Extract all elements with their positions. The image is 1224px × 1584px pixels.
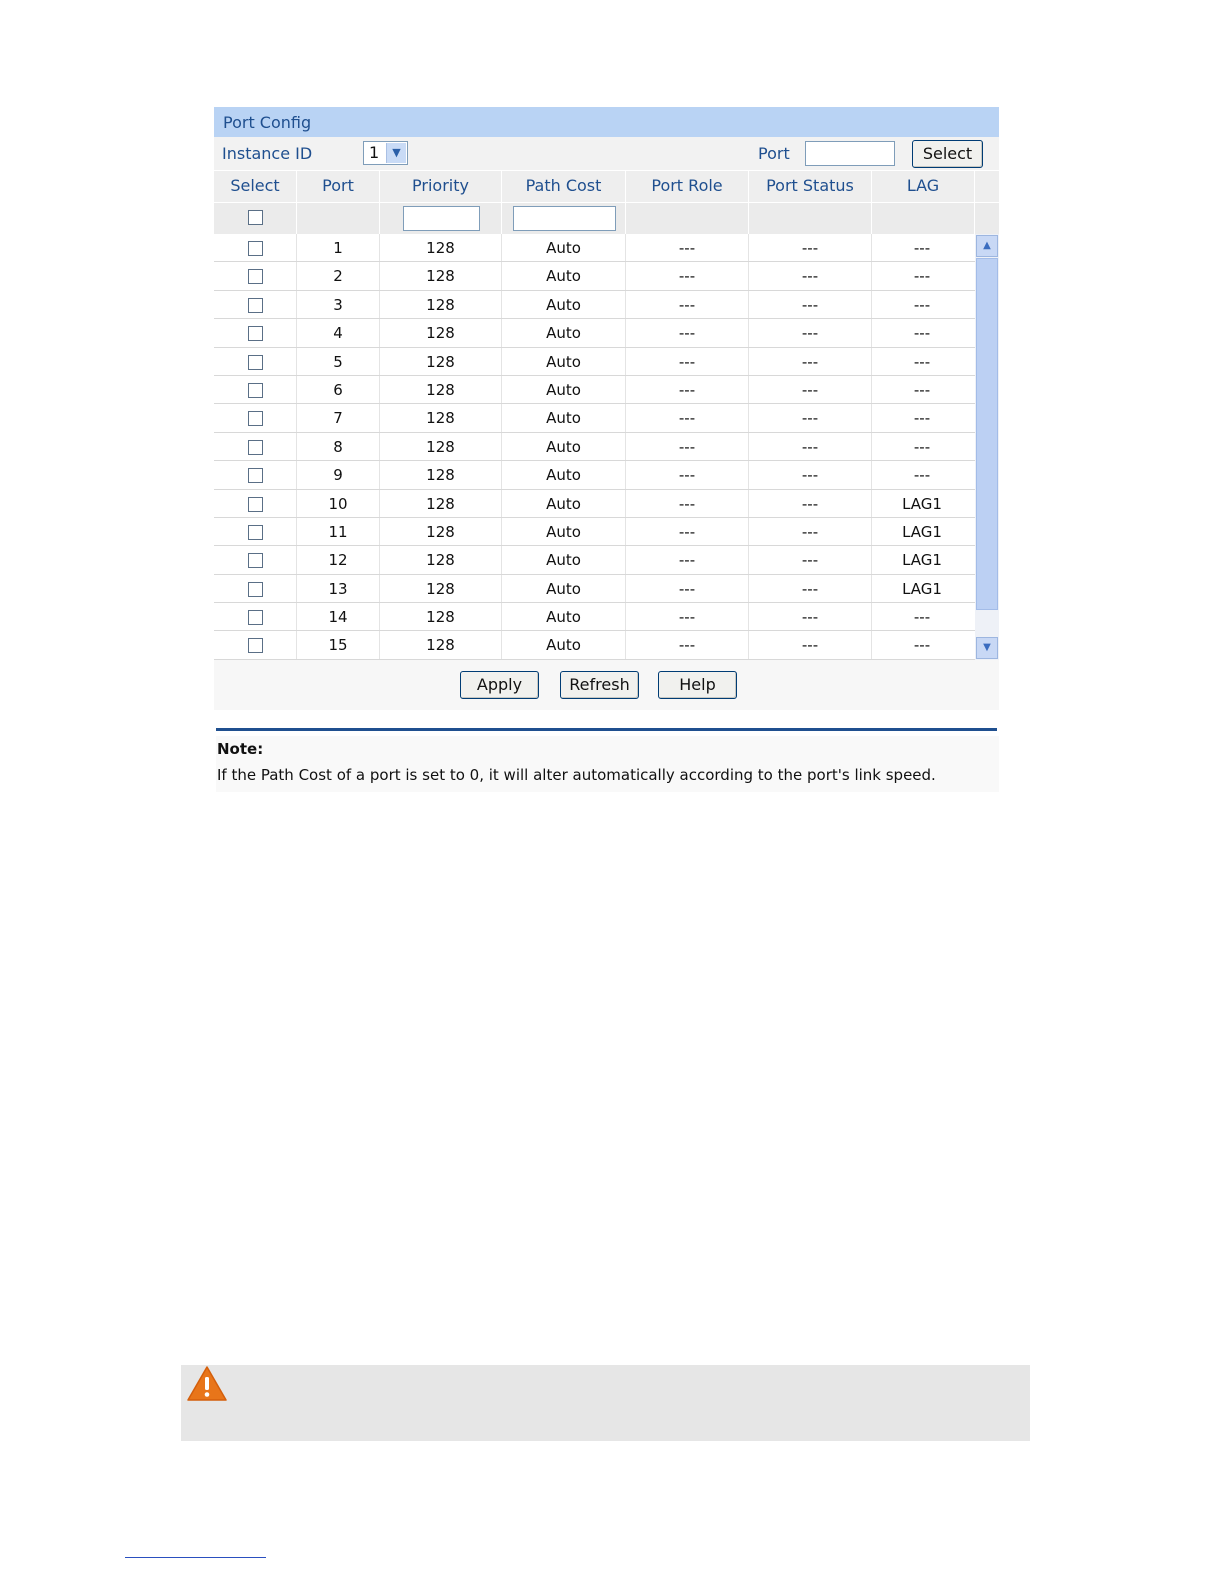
lag-cell: ---: [913, 267, 931, 286]
port-status-cell: ---: [749, 433, 872, 460]
port-role-cell: ---: [626, 319, 749, 346]
row-select-cell: [214, 461, 297, 488]
header-path-cost: Path Cost: [502, 171, 626, 202]
port-role-cell: ---: [626, 291, 749, 318]
port-label: Port: [758, 144, 790, 163]
table-filter-row: [214, 202, 999, 234]
path-cost-cell: Auto: [502, 376, 626, 403]
row-select-cell: [214, 433, 297, 460]
table-row: [214, 518, 975, 546]
priority-cell: 128: [380, 631, 502, 658]
warning-icon: [186, 1365, 228, 1403]
priority-cell: 128: [380, 433, 502, 460]
row-select-cell: [214, 490, 297, 517]
lag-cell: LAG1: [902, 522, 942, 541]
port-cell: 3: [297, 291, 380, 318]
port-cell: 12: [297, 546, 380, 573]
row-checkbox[interactable]: [248, 525, 263, 540]
row-select-cell: [214, 262, 297, 289]
port-cell: 5: [297, 348, 380, 375]
scrollbar-thumb[interactable]: [976, 258, 998, 610]
help-button[interactable]: Help: [658, 671, 737, 699]
row-checkbox[interactable]: [248, 582, 263, 597]
row-select-cell: [214, 234, 297, 261]
row-checkbox[interactable]: [248, 468, 263, 483]
port-status-cell: ---: [749, 490, 872, 517]
port-role-cell: ---: [626, 603, 749, 630]
lag-cell: ---: [913, 608, 931, 627]
port-search-input[interactable]: [805, 141, 895, 166]
port-status-cell: ---: [749, 348, 872, 375]
action-bar: [214, 660, 999, 710]
port-role-cell: ---: [626, 575, 749, 602]
lag-cell: ---: [913, 295, 931, 314]
port-role-cell: ---: [626, 348, 749, 375]
port-cell: 11: [297, 518, 380, 545]
port-cell: 4: [297, 319, 380, 346]
path-cost-cell: Auto: [502, 546, 626, 573]
row-select-cell: [214, 631, 297, 658]
row-checkbox[interactable]: [248, 638, 263, 653]
table-row: [214, 404, 975, 432]
port-status-cell: ---: [749, 603, 872, 630]
path-cost-cell: Auto: [502, 461, 626, 488]
priority-cell: 128: [380, 348, 502, 375]
row-checkbox[interactable]: [248, 411, 263, 426]
arrow-up-icon[interactable]: ▲: [976, 235, 998, 257]
priority-cell: 128: [380, 234, 502, 261]
table-row: [214, 433, 975, 461]
row-select-cell: [214, 575, 297, 602]
path-cost-cell: Auto: [502, 319, 626, 346]
lag-cell: LAG1: [902, 579, 942, 598]
refresh-button[interactable]: Refresh: [560, 671, 639, 699]
table-row: [214, 376, 975, 404]
filter-port-role-cell: [626, 203, 749, 234]
table-row: [214, 461, 975, 489]
lag-cell: LAG1: [902, 494, 942, 513]
priority-cell: 128: [380, 490, 502, 517]
row-select-cell: [214, 319, 297, 346]
panel-title: Port Config: [214, 107, 999, 137]
row-select-cell: [214, 376, 297, 403]
table-row: [214, 631, 975, 659]
footer-rule: [125, 1557, 266, 1558]
table-row: [214, 234, 975, 262]
lag-cell: LAG1: [902, 551, 942, 570]
port-role-cell: ---: [626, 490, 749, 517]
header-port: Port: [297, 171, 380, 202]
port-status-cell: ---: [749, 319, 872, 346]
path-cost-cell: Auto: [502, 291, 626, 318]
filter-priority-cell: [380, 203, 502, 234]
port-cell: 1: [297, 234, 380, 261]
priority-cell: 128: [380, 376, 502, 403]
row-checkbox[interactable]: [248, 610, 263, 625]
port-role-cell: ---: [626, 518, 749, 545]
port-status-cell: ---: [749, 631, 872, 658]
priority-cell: 128: [380, 575, 502, 602]
port-role-cell: ---: [626, 631, 749, 658]
row-checkbox[interactable]: [248, 497, 263, 512]
row-checkbox[interactable]: [248, 298, 263, 313]
priority-cell: 128: [380, 518, 502, 545]
vertical-scrollbar[interactable]: [975, 234, 999, 660]
port-status-cell: ---: [749, 461, 872, 488]
table-row: [214, 490, 975, 518]
port-table-scroll-area[interactable]: [214, 234, 999, 660]
table-row: [214, 291, 975, 319]
apply-button[interactable]: Apply: [460, 671, 539, 699]
row-checkbox[interactable]: [248, 269, 263, 284]
priority-cell: 128: [380, 291, 502, 318]
port-cell: 10: [297, 490, 380, 517]
path-cost-cell: Auto: [502, 433, 626, 460]
port-role-cell: ---: [626, 234, 749, 261]
lag-cell: ---: [913, 466, 931, 485]
port-cell: 6: [297, 376, 380, 403]
lag-cell: ---: [913, 409, 931, 428]
path-cost-cell: Auto: [502, 631, 626, 658]
filter-port-cell: [297, 203, 380, 234]
filter-port-status-cell: [749, 203, 872, 234]
priority-cell: 128: [380, 461, 502, 488]
port-status-cell: ---: [749, 262, 872, 289]
row-checkbox[interactable]: [248, 355, 263, 370]
port-role-cell: ---: [626, 461, 749, 488]
instance-id-value: 1: [369, 143, 380, 162]
port-status-cell: ---: [749, 234, 872, 261]
port-cell: 8: [297, 433, 380, 460]
note-text: If the Path Cost of a port is set to 0, it will alter automatically according to the port's link speed.: [217, 766, 936, 784]
arrow-down-icon[interactable]: ▼: [976, 637, 998, 659]
port-status-cell: ---: [749, 291, 872, 318]
port-cell: 13: [297, 575, 380, 602]
row-checkbox[interactable]: [248, 553, 263, 568]
port-cell: 7: [297, 404, 380, 431]
port-role-cell: ---: [626, 404, 749, 431]
path-cost-cell: Auto: [502, 575, 626, 602]
row-select-cell: [214, 518, 297, 545]
path-cost-cell: Auto: [502, 518, 626, 545]
table-row: [214, 575, 975, 603]
row-checkbox[interactable]: [248, 326, 263, 341]
path-cost-input[interactable]: [513, 206, 616, 231]
lag-cell: ---: [913, 352, 931, 371]
select-all-checkbox[interactable]: [248, 210, 263, 225]
header-port-role: Port Role: [626, 171, 749, 202]
port-role-cell: ---: [626, 546, 749, 573]
lag-cell: ---: [913, 437, 931, 456]
priority-cell: 128: [380, 546, 502, 573]
header-port-status: Port Status: [749, 171, 872, 202]
select-button[interactable]: Select: [912, 140, 983, 168]
table-row: [214, 603, 975, 631]
table-row: [214, 348, 975, 376]
header-select: Select: [214, 171, 297, 202]
row-select-cell: [214, 291, 297, 318]
path-cost-cell: Auto: [502, 603, 626, 630]
row-checkbox[interactable]: [248, 440, 263, 455]
path-cost-cell: Auto: [502, 404, 626, 431]
table-row: [214, 546, 975, 574]
chevron-down-icon: ▼: [386, 143, 406, 163]
path-cost-cell: Auto: [502, 490, 626, 517]
warning-box: [181, 1365, 1030, 1441]
filter-select-cell: [214, 203, 297, 234]
row-select-cell: [214, 404, 297, 431]
table-row: [214, 262, 975, 290]
lag-cell: ---: [913, 239, 931, 257]
path-cost-cell: Auto: [502, 262, 626, 289]
port-cell: 15: [297, 631, 380, 658]
note-title: Note:: [217, 740, 264, 758]
instance-id-select[interactable]: [363, 141, 408, 165]
path-cost-cell: Auto: [502, 234, 626, 261]
table-row: [214, 319, 975, 347]
row-select-cell: [214, 348, 297, 375]
priority-cell: 128: [380, 404, 502, 431]
note-box: [216, 736, 999, 792]
port-table-body: [214, 234, 975, 660]
port-cell: 14: [297, 603, 380, 630]
port-cell: 2: [297, 262, 380, 289]
row-checkbox[interactable]: [248, 241, 263, 256]
instance-id-label: Instance ID: [222, 144, 313, 163]
filter-path-cost-cell: [502, 203, 626, 234]
lag-cell: ---: [913, 380, 931, 399]
priority-cell: 128: [380, 262, 502, 289]
port-cell: 9: [297, 461, 380, 488]
path-cost-cell: Auto: [502, 348, 626, 375]
priority-cell: 128: [380, 603, 502, 630]
port-role-cell: ---: [626, 376, 749, 403]
instance-row: [214, 137, 999, 171]
port-role-cell: ---: [626, 262, 749, 289]
table-header: [214, 171, 999, 202]
row-checkbox[interactable]: [248, 383, 263, 398]
port-status-cell: ---: [749, 404, 872, 431]
port-config-panel: [214, 107, 999, 710]
priority-input[interactable]: [403, 206, 480, 231]
lag-cell: ---: [913, 324, 931, 343]
priority-cell: 128: [380, 319, 502, 346]
header-lag: LAG: [872, 171, 975, 202]
row-select-cell: [214, 546, 297, 573]
port-status-cell: ---: [749, 575, 872, 602]
port-role-cell: ---: [626, 433, 749, 460]
header-priority: Priority: [380, 171, 502, 202]
port-status-cell: ---: [749, 518, 872, 545]
port-status-cell: ---: [749, 376, 872, 403]
port-status-cell: ---: [749, 546, 872, 573]
filter-lag-cell: [872, 203, 975, 234]
lag-cell: ---: [913, 636, 931, 655]
row-select-cell: [214, 603, 297, 630]
section-divider: [216, 728, 997, 731]
